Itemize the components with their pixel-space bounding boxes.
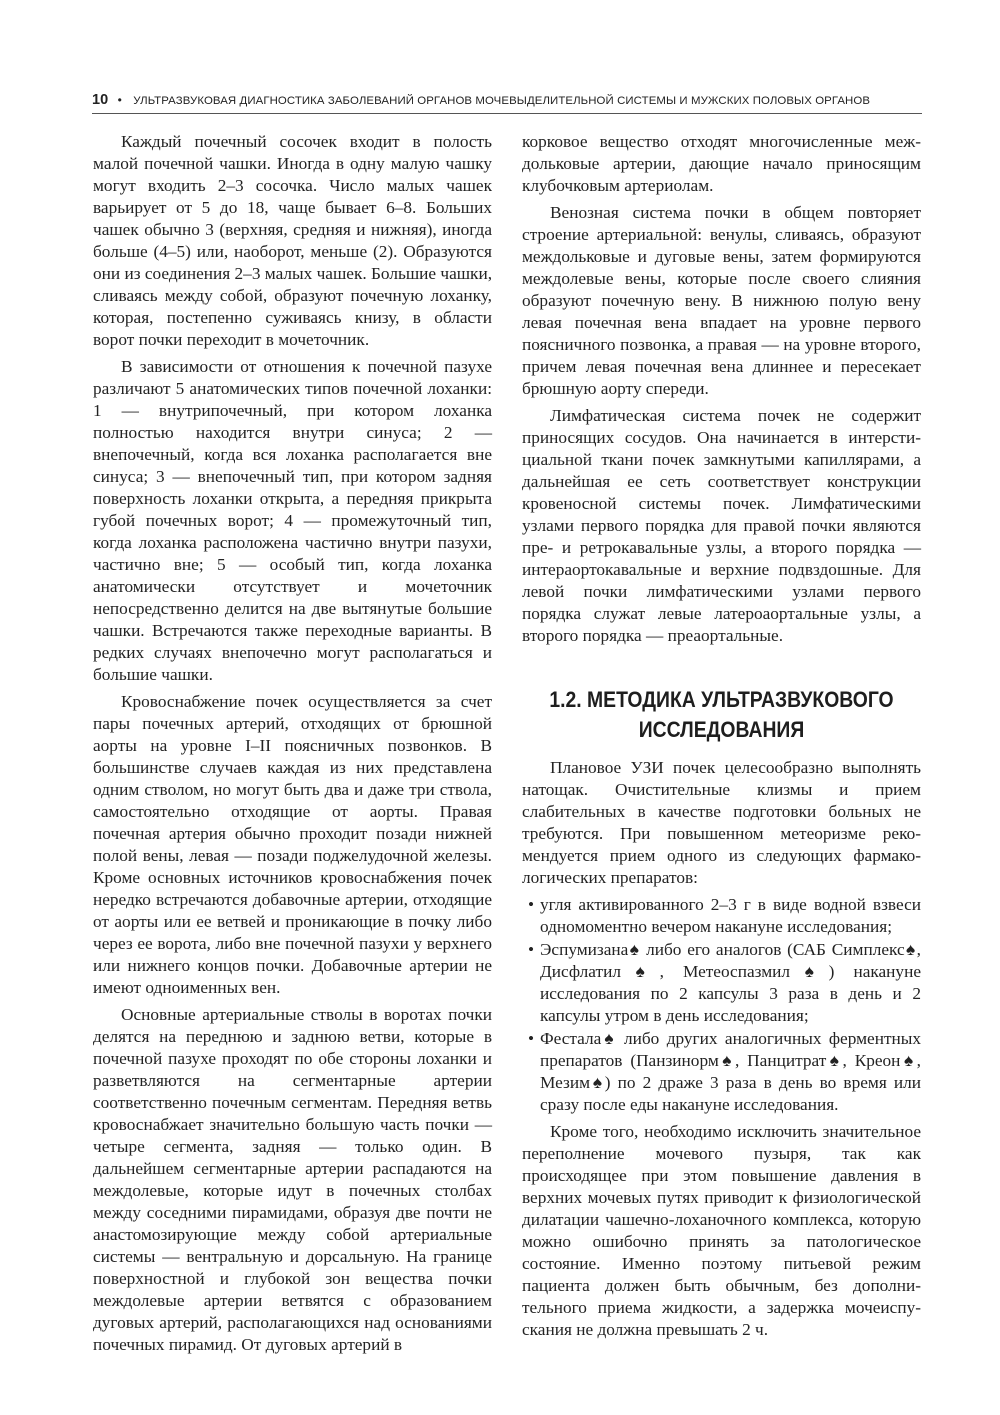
list-item: [522, 1028, 921, 1116]
header-separator: •: [117, 93, 122, 107]
section-heading-line-1: 1.2. МЕТОДИКА УЛЬТРАЗВУКОВОГО: [549, 687, 894, 712]
paragraph-pelvis-types: В зависимости от отношения к почечной пазухе различают 5 анатомических типов почечной лоханки: 1 — внутрипочечный, при котором лоханка полностью находится внутри синуса; 2 — внепочечный, когда вся лоханка располагается вне синуса; 3 — внепочечный тип, при котором задняя поверхность лоханки открыта, а передняя прикрыта губой почечных ворот; 4 — промежуточный тип, когда лоханка расположена частично внутри пазухи, частично вне; 5 — особый тип, когда лоханка анатомически отсутствует и мочеточник непосредственно делится на две вытянутые большие чашки. Встречаются также переходные варианты. В редких случаях внепочечно могут располагаться и большие чашки.: [93, 357, 492, 684]
bullet-icon: •: [528, 895, 535, 914]
paragraph-calyces: Каждый почечный сосочек входит в полость малой почечной чашки. Иногда в одну малую чашку могут входить 2–3 сосочка. Число малых чашек варьирует от 5 до 18, чаще бывает 6–8. Больших чашек обычно 3 (верхняя, средняя и нижняя), иногда больше (4–5) или, наоборот, меньше (2). Образуются они из соединения 2–3 малых чашек. Большие чашки, сливаясь между собой, образуют почечную лоханку, которая, постепенно суживаясь книзу, в области ворот почки переходит в мочеточник.: [93, 132, 493, 349]
paragraph-arterial-branches: Основные артериальные стволы в воротах почки делятся на переднюю и заднюю ветви, которые в почечной пазухе проходят по обе стороны лоханки и разветвляются на сегментарные артерии соответственно почечным сегментам. Передняя ветвь кровоснабжает значительно большую часть почки — четыре сегмента, задняя — только один. В дальнейшем сегментарные артерии распадаются на междолевые, которые идут в почечных столбах между соседними пирамидами, образуя две почти не анастомозирующие между собой артериальные системы — вентральную и дорсальную. На границе поверхностной и глубокой зон вещества почки междолевые артерии ветвятся с образованием дуговых артерий, располагающихся над основаниями почечных пирамид. От дуговых артерий в: [93, 1005, 492, 1354]
bullet-icon: •: [528, 940, 535, 959]
paragraph-blood-supply: Кровоснабжение почек осуществляется за счет пары почечных артерий, отходящих от брюшной аорты на уровне I–II поясничных позвонков. В большинстве случаев каждая из них представлена одним стволом, но могут быть два и даже три ствола, самостоятельно отходящие от аорты. Правая почечная артерия обычно проходит позади нижней полой вены, левая — позади поджелудочной железы. Кроме основных источников кровоснабжения почек нередко встречаются добавочные артерии, отходящие от аорты или ее ветвей и проникающие в почку либо через ее ворота, либо вне почечной пазухи у верхнего или нижнего концов почки. Добавочные артерии не имеют одноименных вен.: [93, 692, 492, 997]
paragraph-lymphatic-system: Лимфатическая система почек не содержит приносящих сосудов. Она начинается в интерстициальной ткани почек замкнутыми капиллярами, а дальнейшая ее сеть соответствует конструкции кровеносной системы почек. Лимфатическими узлами первого порядка для правой почки являются пре- и ретрокавальные узлы, а второго порядка — интераортокавальные и верхние подвздошные. Для левой почки лимфатическими узлами первого порядка служат левые латероаортальные узлы, а второго порядка — преаортальные.: [522, 406, 921, 645]
list-item-text: Фестала♠ либо других аналогичных ферментных препаратов (Панзинорм♠, Панцитрат♠, Креон♠, Мезим♠) по 2 драже 3 раза в день во время или сразу после еды накануне исследования.: [540, 1029, 921, 1114]
section-heading: [546, 685, 897, 745]
bullet-icon: •: [528, 1029, 535, 1048]
running-title: УЛЬТРАЗВУКОВАЯ ДИАГНОСТИКА ЗАБОЛЕВАНИЙ ОРГАНОВ МОЧЕВЫДЕЛИТЕЛЬНОЙ СИСТЕМЫ И МУЖСКИХ ПОЛОВЫХ ОРГАНОВ: [133, 95, 871, 107]
preparation-list: [522, 894, 921, 1116]
paragraph-venous-system: Венозная система почки в общем повторяет строение артериальной: венулы, сливаясь, образуют междольковые и дуговые вены, затем формируются междолевые вены, которые после своего слияния образуют почечную вену. В нижнюю полую вену левая почечная вена впадает на уровне первого поясничного позвонка, а правая — на уровне второго, причем левая почечная вена длиннее и пересекает брюшную аорту спереди.: [522, 203, 921, 398]
left-column: [93, 131, 492, 1361]
paragraph-preparation: Плановое УЗИ почек целесообразно выполнять натощак. Очистительные клизмы и прием слабительных в качестве подготовки больных не требуются. При повышенном метеоризме рекомендуется прием одного из следующих фармакологических препаратов:: [522, 758, 921, 887]
page-number: 10: [92, 92, 109, 108]
list-item: [522, 939, 921, 1027]
list-item-text: Эспумизана♠ либо его аналогов (САБ Симплекс♠, Дисфлатил♠, Метеоспазмил♠) накануне исследования по 2 капсулы 3 раза в день и 2 капсулы утром в день исследования;: [540, 940, 921, 1025]
paragraph-continued: корковое вещество отходят многочисленные междольковые артерии, дающие начало приносящим клубочковым артериолам.: [522, 132, 921, 195]
running-header: [92, 92, 922, 112]
header-divider: [92, 113, 922, 114]
paragraph-bladder: Кроме того, необходимо исключить значительное переполнение мочевого пузыря, так как происходящее при этом повышение давления в верхних мочевых путях приводит к физиологической дилатации чашечно-лоханочного комплекса, которую можно ошибочно принять за патологическое состояние. Именно поэтому питьевой режим пациента должен быть обычным, без дополнительного приема жидкости, а задержка мочеиспускания не должна превышать 2 ч.: [522, 1122, 921, 1339]
right-column: [522, 131, 921, 1346]
list-item: [522, 894, 921, 938]
section-heading-line-2: ИССЛЕДОВАНИЯ: [638, 717, 805, 742]
list-item-text: угля активированного 2–3 г в виде водной взвеси одномоментно вечером накануне исследования;: [540, 895, 921, 936]
